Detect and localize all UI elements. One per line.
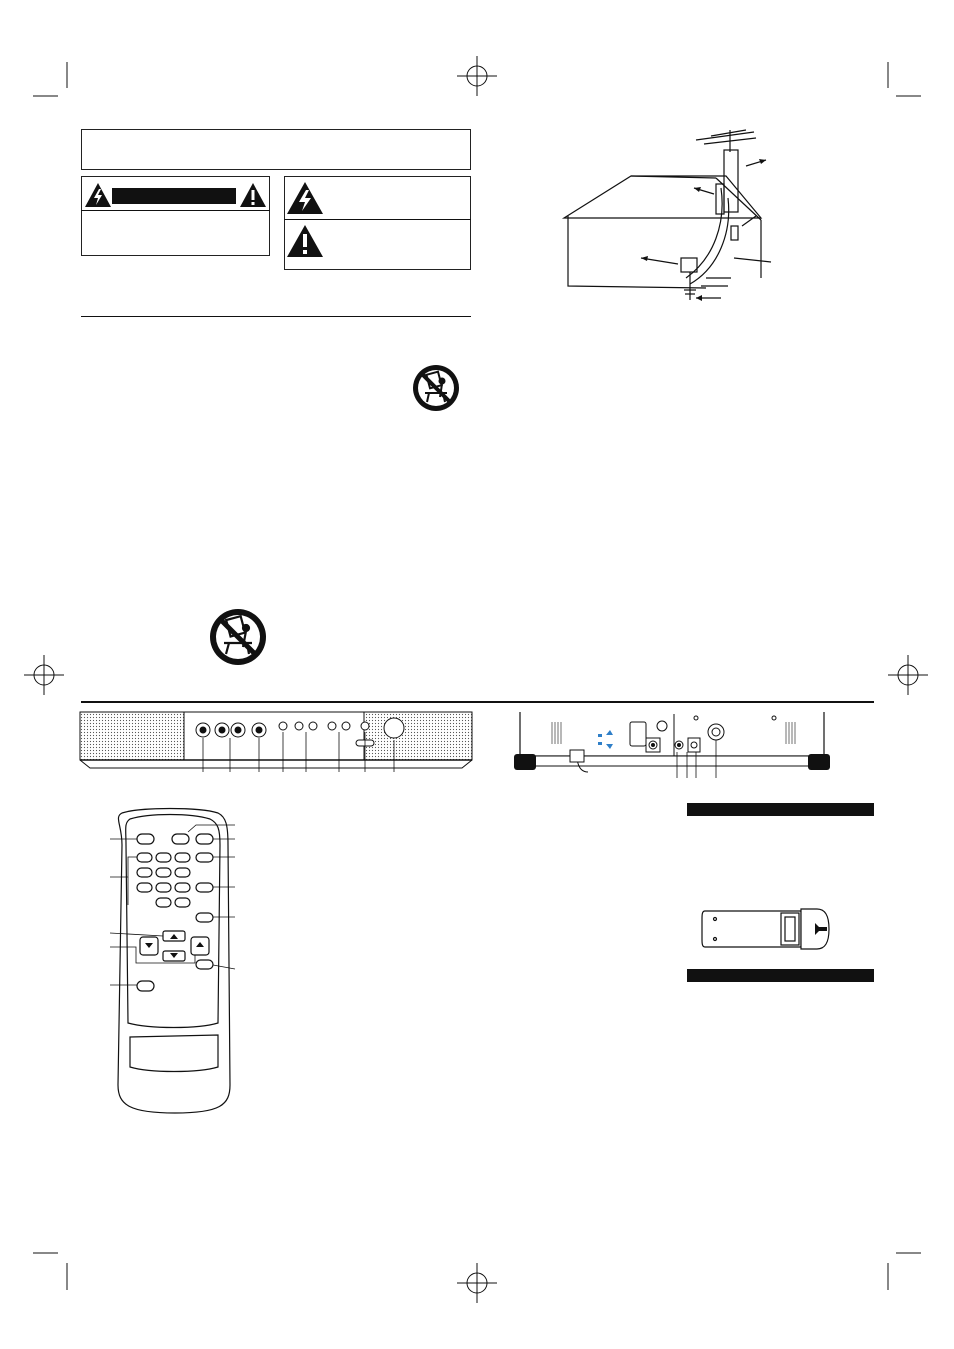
battery-precautions-header [687, 969, 874, 982]
registration-mark-icon [457, 56, 497, 96]
exclamation-triangle-icon [240, 183, 266, 207]
tv-rear-panel-diagram [512, 708, 832, 778]
exclamation-triangle-icon [287, 225, 323, 257]
remote-battery-cover-diagram [701, 907, 831, 951]
section-divider-middle [81, 701, 874, 703]
battery-installation-header [687, 803, 874, 816]
section-divider-top [81, 316, 471, 317]
tv-front-panel-diagram [80, 710, 472, 772]
symbol-box-divider [284, 219, 471, 220]
lightning-triangle-icon [287, 182, 323, 214]
registration-mark-icon [888, 655, 928, 695]
warning-header-box [81, 129, 471, 170]
caution-box-divider [81, 210, 270, 211]
lightning-triangle-icon [85, 183, 111, 207]
remote-control-diagram [100, 805, 250, 1115]
registration-mark-icon [457, 1263, 497, 1303]
cart-tip-over-warning-icon [208, 607, 268, 667]
caution-label-bar [112, 188, 236, 204]
registration-mark-icon [24, 655, 64, 695]
antenna-grounding-diagram [556, 128, 796, 308]
cart-tip-over-warning-icon [411, 363, 461, 413]
